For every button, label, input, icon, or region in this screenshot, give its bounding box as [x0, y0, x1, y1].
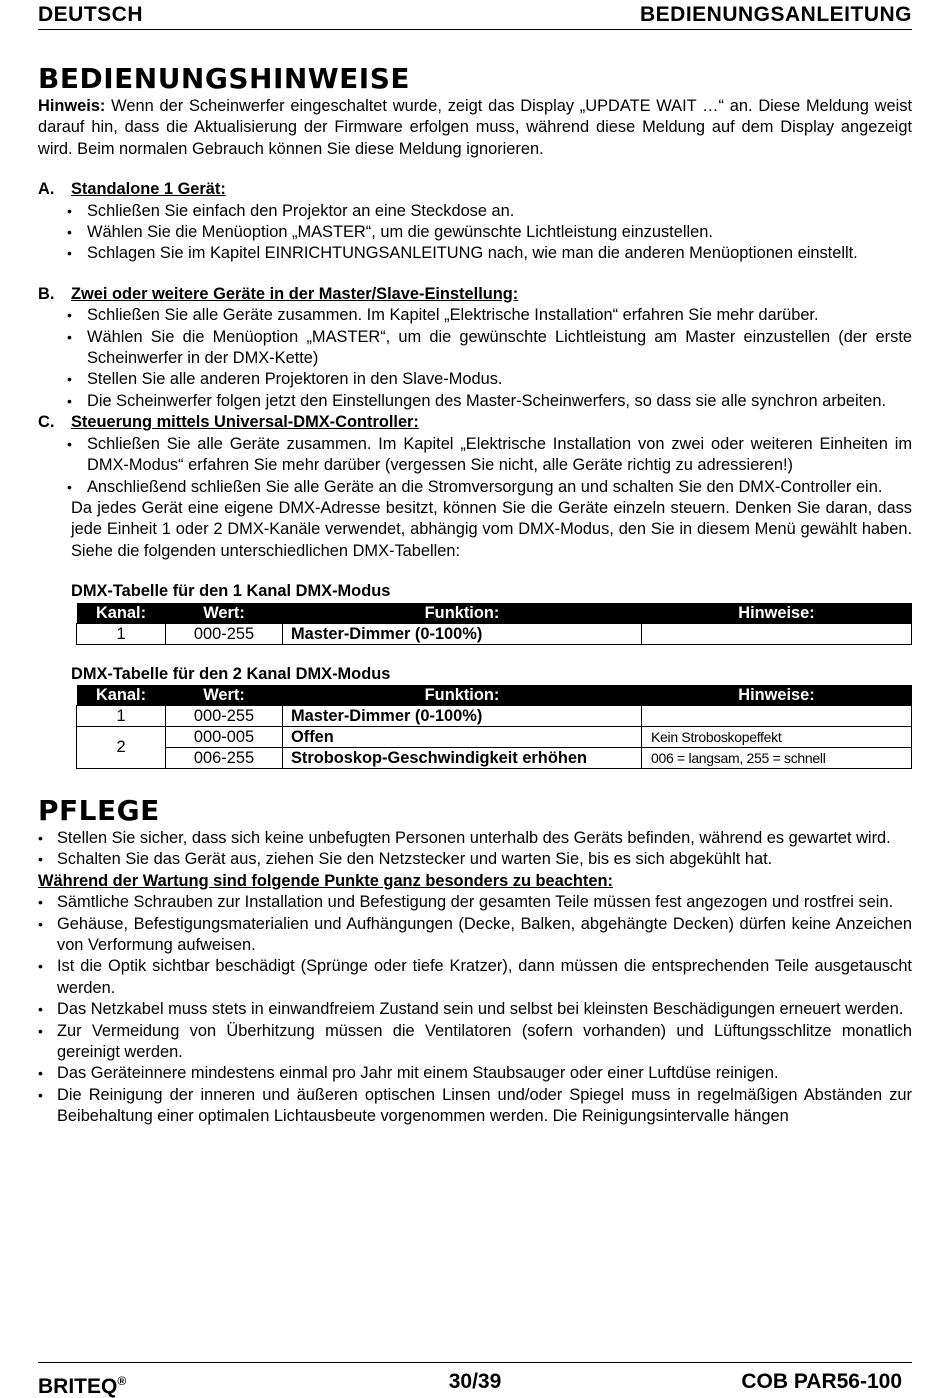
list-item: • Schließen Sie alle Geräte zusammen. Im Kapitel „Elektrische Installation“ erfahren Sie mehr darüber. [38, 305, 912, 326]
table-header-row [77, 603, 912, 624]
section-letter: A. [38, 180, 55, 199]
page-header [38, 3, 912, 30]
registered-mark: ® [117, 1374, 127, 1388]
section-heading-text: Zwei oder weitere Geräte in der Master/Slave-Einstellung: [71, 284, 519, 303]
cell-hinweise [642, 623, 912, 644]
list-item: • Ist die Optik sichtbar beschädigt (Sprünge oder tiefe Kratzer), dann müssen die entsprechenden Teile ausgetauscht werden. [38, 956, 912, 999]
col-header-wert: Wert: [166, 603, 283, 624]
table-row [77, 623, 912, 644]
list-item: • Stellen Sie alle anderen Projektoren in den Slave-Modus. [38, 369, 912, 390]
page-footer [38, 1362, 912, 1398]
list-item: • Wählen Sie die Menüoption „MASTER“, um die gewünschte Lichtleistung einzustellen. [38, 222, 912, 243]
cell-funktion: Stroboskop-Geschwindigkeit erhöhen [283, 747, 642, 768]
cell-hinweise [642, 705, 912, 726]
section-maintenance [38, 793, 912, 1128]
section-heading [38, 412, 912, 433]
header-language: DEUTSCH [38, 3, 144, 26]
col-header-kanal: Kanal: [77, 603, 166, 624]
list-item: • Schließen Sie einfach den Projektor an eine Steckdose an. [38, 201, 912, 222]
table-row [77, 747, 912, 768]
cell-kanal: 2 [77, 726, 166, 768]
list-item: • Zur Vermeidung von Überhitzung müssen die Ventilatoren (sofern vorhanden) und Lüftungsschlitze monatlich gereinigt werden. [38, 1021, 912, 1064]
section-b [38, 284, 912, 412]
note-text: Wenn der Scheinwerfer eingeschaltet wurde, zeigt das Display „UPDATE WAIT …“ an. Diese Meldung weist darauf hin, dass die Aktualisierung der Firmware erfolgen muss, während diese Meldung auf dem Display angezeigt wird. Beim normalen Gebrauch können Sie diese Meldung ignorieren. [38, 97, 912, 158]
cell-funktion: Offen [283, 726, 642, 747]
list-item: • Stellen Sie sicher, dass sich keine unbefugten Personen unterhalb des Geräts befinden, während es gewartet wird. [38, 828, 912, 849]
section-heading [38, 179, 912, 200]
cell-hinweise: Kein Stroboskopeffekt [642, 726, 912, 747]
brand-name: BRITEQ [38, 1375, 118, 1398]
col-header-kanal: Kanal: [77, 685, 166, 706]
table-row [77, 705, 912, 726]
section-c [38, 412, 912, 562]
list-item: • Wählen Sie die Menüoption „MASTER“, um die gewünschte Lichtleistung am Master einzustellen (der erste Scheinwerfer in der DMX-Kette) [38, 327, 912, 370]
maintenance-subtitle: Während der Wartung sind folgende Punkte ganz besonders zu beachten: [38, 871, 613, 890]
bullet-list [38, 201, 912, 265]
page-number: 30/39 [448, 1370, 502, 1393]
col-header-funktion: Funktion: [283, 603, 642, 624]
col-header-hinweise: Hinweise: [642, 685, 912, 706]
col-header-wert: Wert: [166, 685, 283, 706]
table-header-row [77, 685, 912, 706]
main-content [38, 96, 912, 1128]
list-item: • Die Scheinwerfer folgen jetzt den Einstellungen des Master-Scheinwerfers, so dass sie alle synchron arbeiten. [38, 391, 912, 412]
cell-funktion: Master-Dimmer (0-100%) [283, 705, 642, 726]
list-item: • Die Reinigung der inneren und äußeren optischen Linsen und/oder Spiegel muss in regelmäßigen Abständen zur Beibehaltung einer optimalen Lichtausbeute vorgenommen werden. Die Reinigungsintervalle hängen [38, 1085, 912, 1128]
cell-kanal: 1 [77, 705, 166, 726]
list-item: • Gehäuse, Befestigungsmaterialien und Aufhängungen (Decke, Balken, abgehängte Decken) dürfen keine Anzeichen von Verformung aufweisen. [38, 914, 912, 957]
section-heading-text: Standalone 1 Gerät: [71, 180, 226, 199]
dmx-paragraph: Da jedes Gerät eine eigene DMX-Adresse besitzt, können Sie die Geräte einzeln steuern. Denken Sie daran, dass jede Einheit 1 oder 2 DMX-Kanäle verwendet, abhängig vom DMX-Modus, den Sie in diesem Menü gewählt haben. Siehe die folgenden unterschiedlichen DMX-Tabellen: [71, 498, 912, 560]
bullet-list [38, 828, 912, 871]
cell-hinweise: 006 = langsam, 255 = schnell [642, 747, 912, 768]
bullet-list [38, 305, 912, 412]
footer-model: COB PAR56-100 [741, 1370, 902, 1393]
table-title: DMX-Tabelle für den 1 Kanal DMX-Modus [71, 582, 391, 601]
list-item: • Schlagen Sie im Kapitel EINRICHTUNGSANLEITUNG nach, wie man die anderen Menüoptionen einstellt. [38, 243, 912, 264]
section-letter: B. [38, 284, 55, 303]
table-title: DMX-Tabelle für den 2 Kanal DMX-Modus [71, 664, 391, 683]
cell-wert: 000-255 [166, 705, 283, 726]
list-item: • Schließen Sie alle Geräte zusammen. Im Kapitel „Elektrische Installation von zwei oder weiteren Einheiten im DMX-Modus“ erfahren Sie mehr darüber (vergessen Sie nicht, alle Geräte richtig zu adressieren!) [38, 434, 912, 477]
col-header-hinweise: Hinweise: [642, 603, 912, 624]
dmx-table-2ch [76, 685, 912, 769]
section-title-operation: BEDIENUNGSHINWEISE [38, 62, 411, 95]
list-item: • Das Geräteinnere mindestens einmal pro Jahr mit einem Staubsauger oder einer Luftdüse reinigen. [38, 1063, 912, 1084]
cell-kanal: 1 [77, 623, 166, 644]
table-row [77, 726, 912, 747]
list-item: • Sämtliche Schrauben zur Installation und Befestigung der gesamten Teile müssen fest angezogen und rostfrei sein. [38, 892, 912, 913]
bullet-list [38, 434, 912, 498]
section-letter: C. [38, 413, 55, 432]
list-item: • Schalten Sie das Gerät aus, ziehen Sie den Netzstecker und warten Sie, bis es sich abgekühlt hat. [38, 849, 912, 870]
list-item: • Das Netzkabel muss stets in einwandfreiem Zustand sein und selbst bei kleinsten Beschädigungen erneuert werden. [38, 999, 912, 1020]
section-heading [38, 284, 912, 305]
note-label: Hinweis: [38, 97, 106, 115]
cell-wert: 006-255 [166, 747, 283, 768]
section-heading-text: Steuerung mittels Universal-DMX-Controller: [71, 413, 419, 432]
cell-wert: 000-005 [166, 726, 283, 747]
dmx-table-1ch [76, 603, 912, 645]
col-header-funktion: Funktion: [283, 685, 642, 706]
list-item: • Anschließend schließen Sie alle Geräte an die Stromversorgung an und schalten Sie den DMX-Controller ein. [38, 477, 912, 498]
cell-wert: 000-255 [166, 623, 283, 644]
cell-funktion: Master-Dimmer (0-100%) [283, 623, 642, 644]
note-paragraph [38, 96, 912, 160]
section-a [38, 179, 912, 265]
section-title-maintenance: PFLEGE [38, 793, 160, 827]
header-doc-type: BEDIENUNGSANLEITUNG [639, 3, 912, 26]
bullet-list [38, 892, 912, 1127]
